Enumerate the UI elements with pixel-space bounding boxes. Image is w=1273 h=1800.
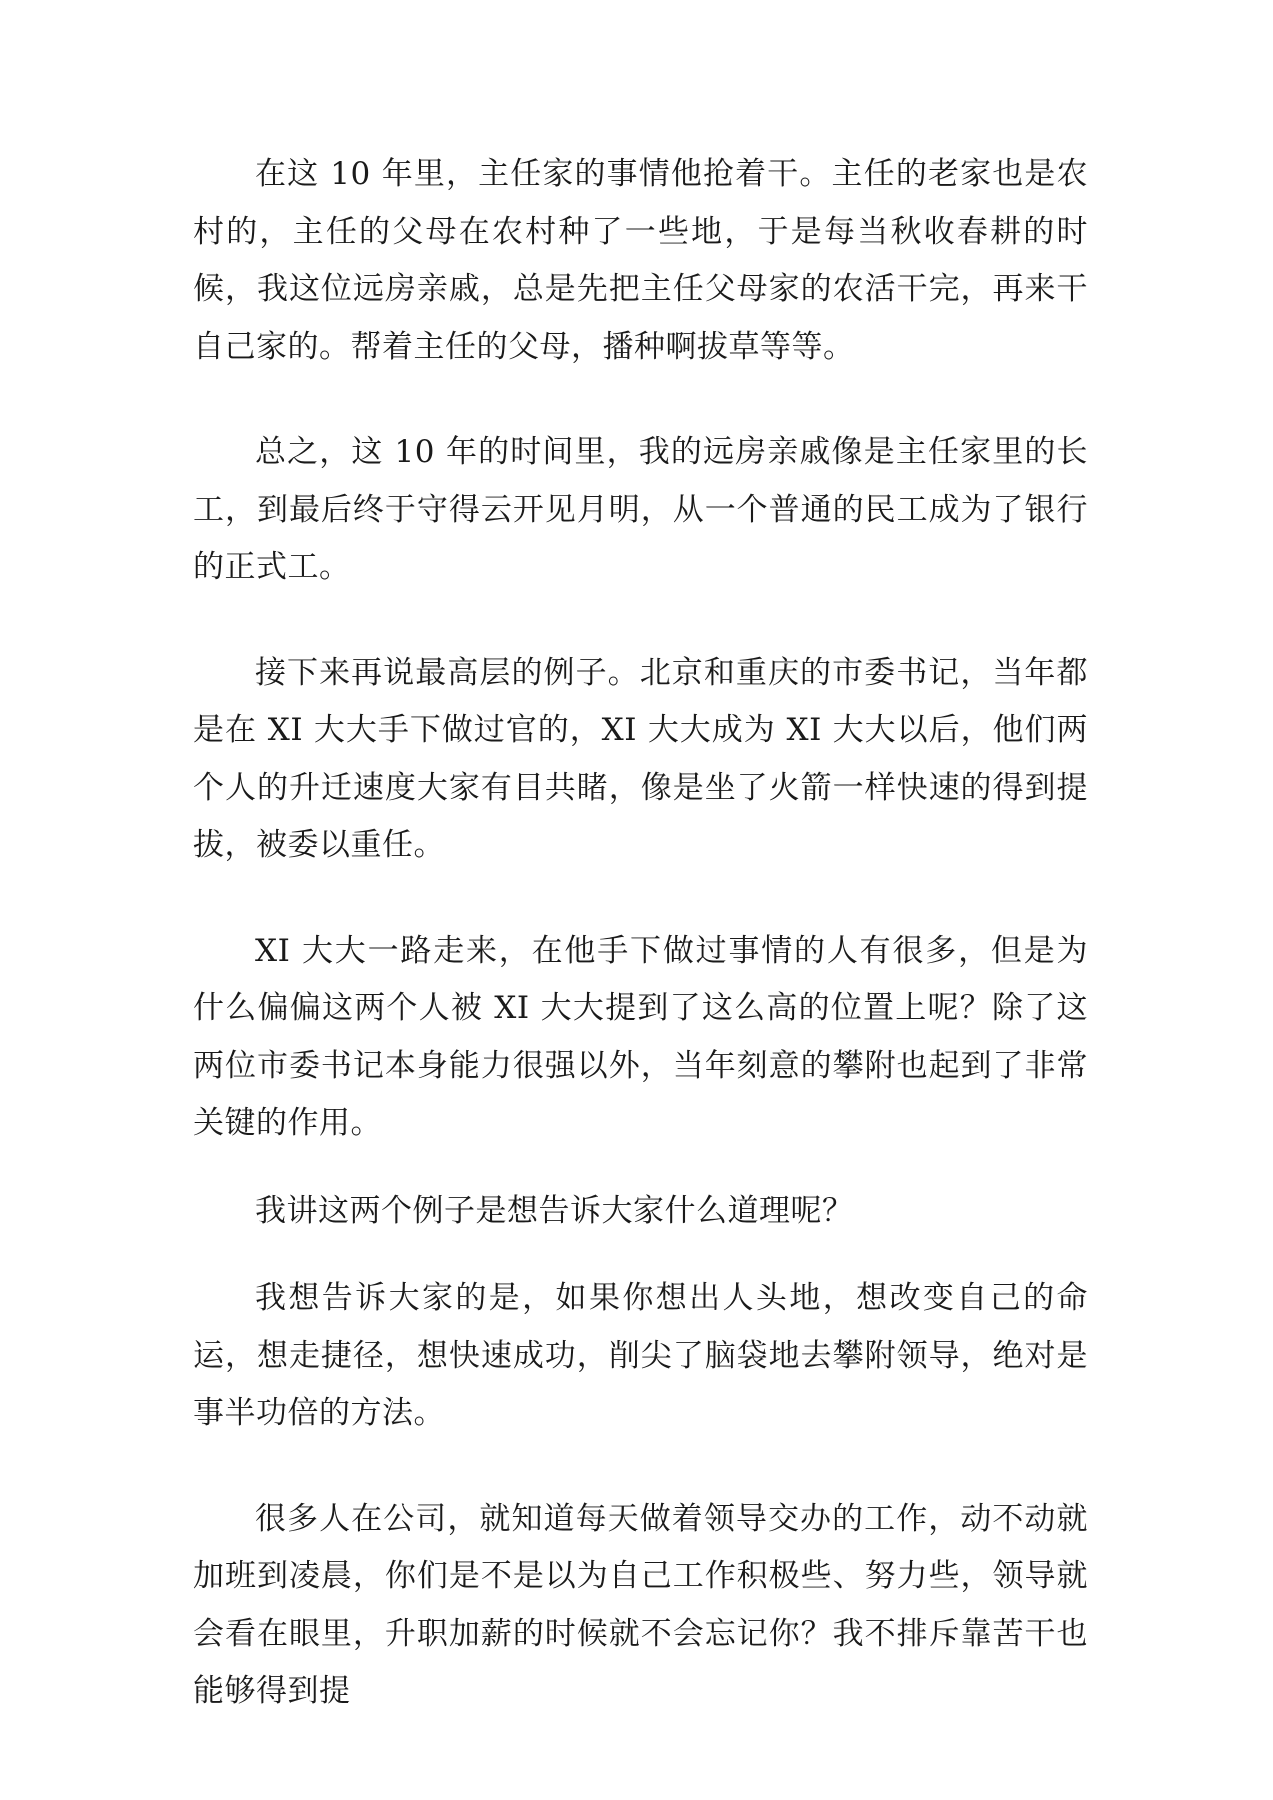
paragraph-5: 我讲这两个例子是想告诉大家什么道理呢？ [255,1192,854,1229]
paragraph-1: 在这 10 年里，主任家的事情他抢着干。主任的老家也是农村的，主任的父母在农村种了一些地，于是每当秋收春耕的时候，我这位远房亲戚，总是先把主任父母家的农活干完，再来干自己家的。帮着主任的父母，播种啊拔草等等。 [193,156,1088,365]
paragraph-6: 我想告诉大家的是，如果你想出人头地，想改变自己的命运，想走捷径，想快速成功，削尖了脑袋地去攀附领导，绝对是事半功倍的方法。 [193,1280,1088,1431]
paragraph-4: XI 大大一路走来，在他手下做过事情的人有很多，但是为什么偏偏这两个人被 XI 大大提到了这么高的位置上呢？除了这两位市委书记本身能力很强以外，当年刻意的攀附也起到了非常关键的作用。 [193,932,1088,1141]
paragraph-2: 总之，这 10 年的时间里，我的远房亲戚像是主任家里的长工，到最后终于守得云开见月明，从一个普通的民工成为了银行的正式工。 [193,434,1088,585]
paragraph-7: 很多人在公司，就知道每天做着领导交办的工作，动不动就加班到凌晨，你们是不是以为自己工作积极些、努力些，领导就会看在眼里，升职加薪的时候就不会忘记你？我不排斥靠苦干也能够得到提 [193,1500,1088,1709]
paragraph-3: 接下来再说最高层的例子。北京和重庆的市委书记，当年都是在 XI 大大手下做过官的，XI 大大成为 XI 大大以后，他们两个人的升迁速度大家有目共睹，像是坐了火箭一样快速的得到提拔，被委以重任。 [193,654,1088,863]
document-body [193,146,1088,1721]
